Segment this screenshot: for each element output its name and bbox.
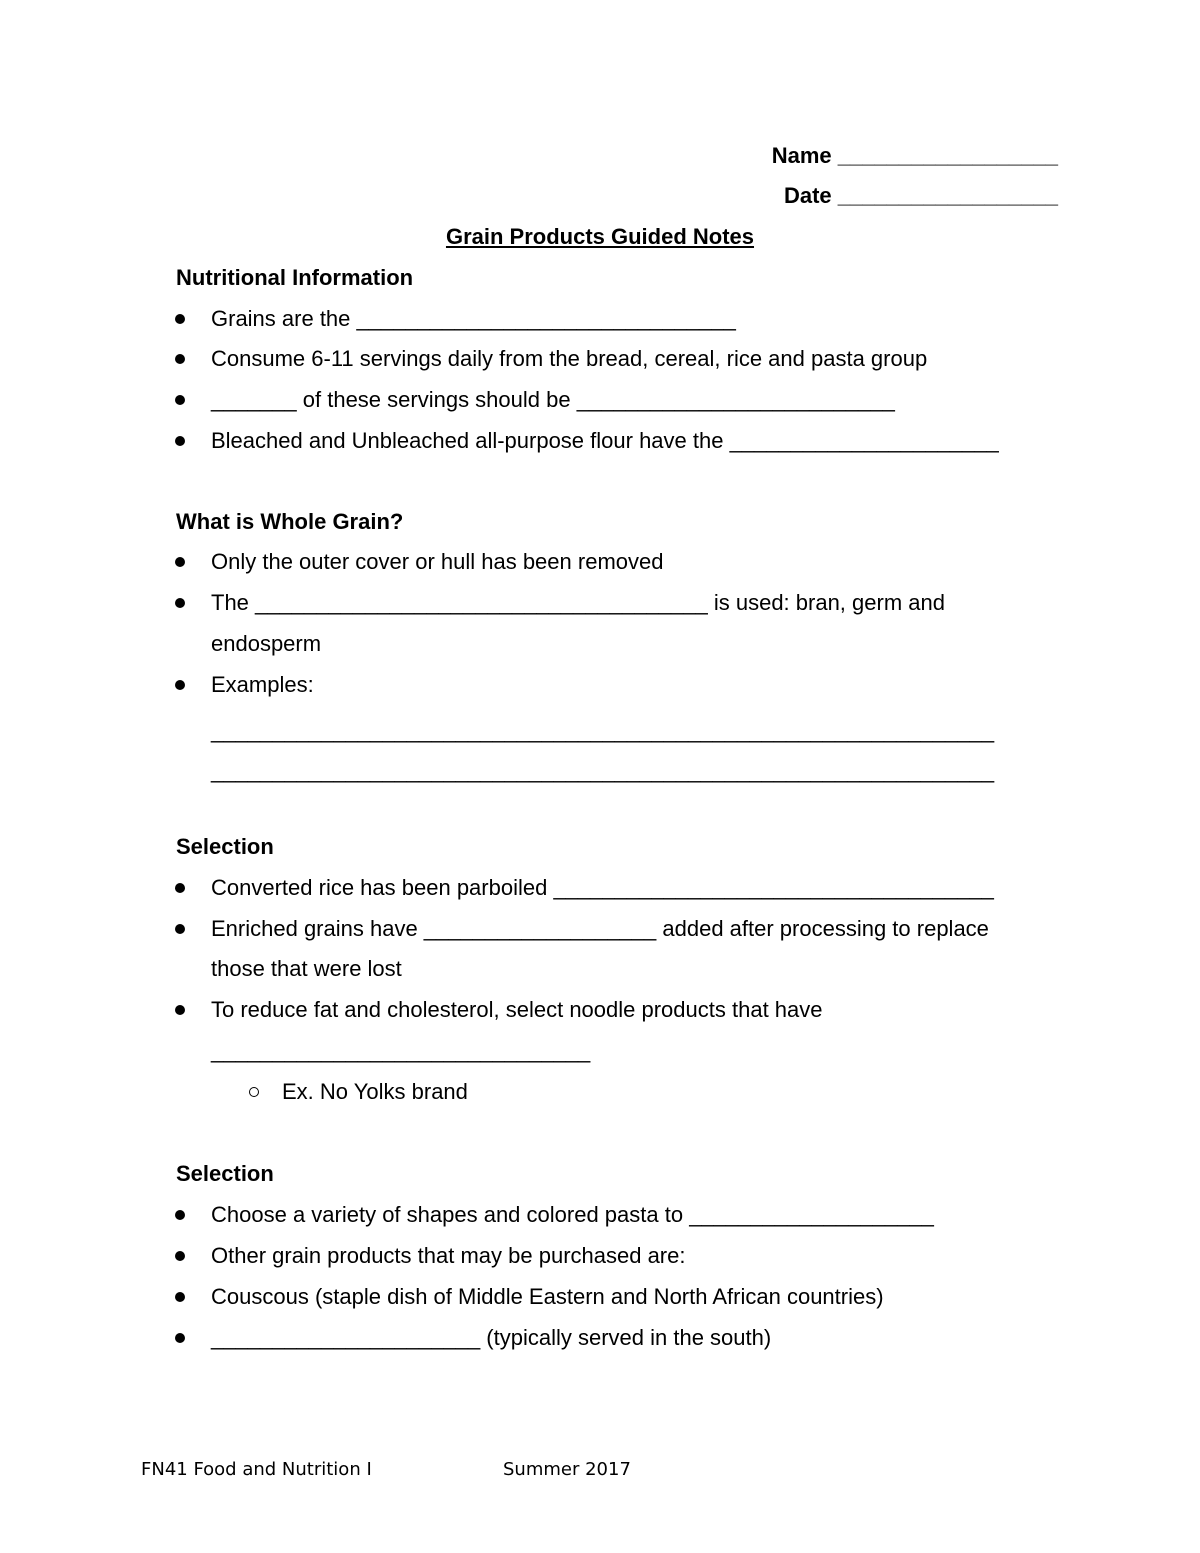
bullet-icon — [175, 557, 185, 567]
bullet-icon — [175, 1292, 185, 1302]
list-item: Other grain products that may be purchased are: — [211, 1243, 686, 1268]
bullet-icon — [175, 1333, 185, 1343]
sub-list-item: Ex. No Yolks brand — [282, 1079, 468, 1104]
footer-course: FN41 Food and Nutrition I — [141, 1459, 372, 1480]
list-item: Consume 6-11 servings daily from the bread, cereal, rice and pasta group — [211, 346, 928, 371]
list-item: Examples: — [211, 672, 314, 697]
page-title: Grain Products Guided Notes — [445, 224, 755, 249]
list-item: Converted rice has been parboiled ____________________________________ — [211, 875, 994, 900]
name-field-label: Name __________________ — [771, 143, 1058, 168]
list-item: Enriched grains have ___________________ added after processing to replace — [211, 916, 989, 941]
bullet-icon — [175, 680, 185, 690]
blank-answer-line: ________________________________________________________________ — [211, 758, 995, 783]
list-item: Choose a variety of shapes and colored pasta to ____________________ — [211, 1202, 934, 1227]
sub-bullet-icon — [249, 1087, 259, 1097]
list-item: _______ of these servings should be __________________________ — [211, 387, 895, 412]
list-item-continuation: those that were lost — [211, 956, 402, 981]
list-item: ______________________ (typically served in the south) — [211, 1325, 772, 1350]
list-item: Only the outer cover or hull has been removed — [211, 549, 664, 574]
bullet-icon — [175, 314, 185, 324]
bullet-icon — [175, 354, 185, 364]
bullet-icon — [175, 395, 185, 405]
bullet-icon — [175, 598, 185, 608]
bullet-icon — [175, 1251, 185, 1261]
bullet-icon — [175, 1005, 185, 1015]
section-heading-selection: Selection — [176, 1161, 274, 1186]
bullet-icon — [175, 436, 185, 446]
section-heading-whole-grain: What is Whole Grain? — [176, 509, 404, 534]
section-heading-selection: Selection — [176, 834, 274, 859]
list-item: To reduce fat and cholesterol, select noodle products that have — [211, 997, 823, 1022]
bullet-icon — [175, 883, 185, 893]
list-item: Grains are the _______________________________ — [211, 306, 736, 331]
list-item: Couscous (staple dish of Middle Eastern and North African countries) — [211, 1284, 884, 1309]
date-field-label: Date __________________ — [783, 183, 1058, 208]
footer-term: Summer 2017 — [503, 1459, 631, 1480]
blank-answer-line: _______________________________ — [211, 1038, 591, 1063]
list-item: The _____________________________________ is used: bran, germ and — [211, 590, 945, 615]
list-item: Bleached and Unbleached all-purpose flour have the ______________________ — [211, 428, 999, 453]
blank-answer-line: ________________________________________________________________ — [211, 718, 995, 743]
section-heading-nutrition: Nutritional Information — [176, 265, 414, 290]
bullet-icon — [175, 1210, 185, 1220]
bullet-icon — [175, 924, 185, 934]
list-item-continuation: endosperm — [211, 631, 322, 656]
